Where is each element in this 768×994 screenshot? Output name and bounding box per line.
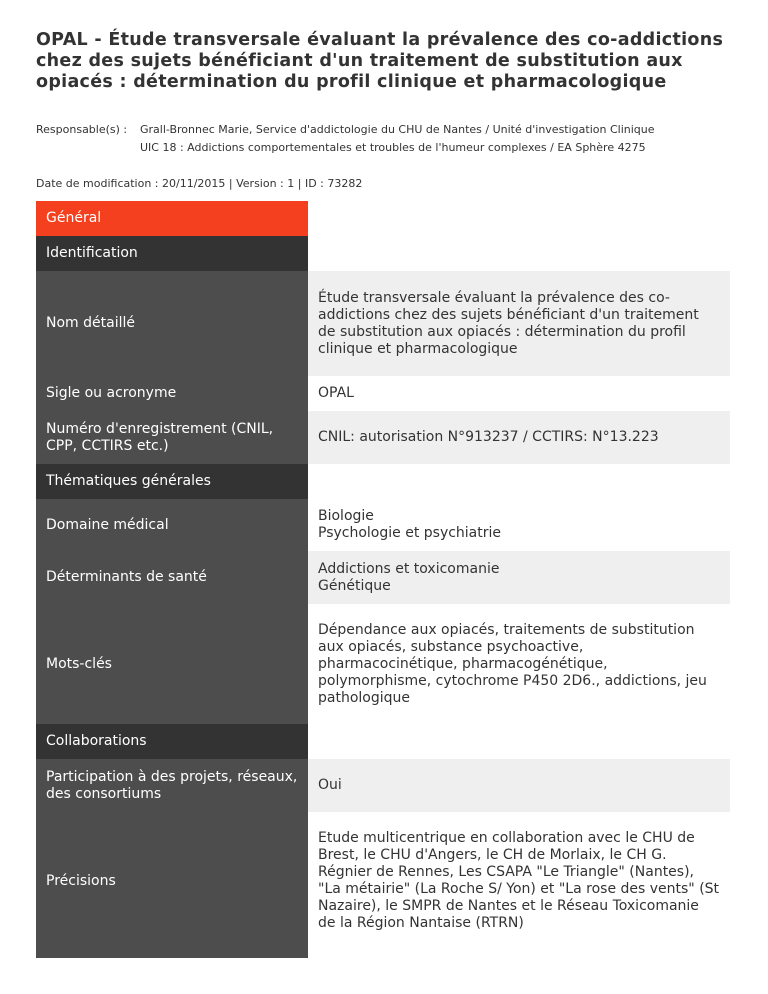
responsables-line-1: Grall-Bronnec Marie, Service d'addictologie du CHU de Nantes / Unité d'investigation Clinique [140,123,655,136]
row-sigle [36,376,730,411]
section-general [36,201,730,236]
determinants-value [308,551,730,604]
determinants-value-1: Addictions et toxicomanie [318,560,500,577]
section-identification-label: Identification [36,236,308,271]
determinants-label: Déterminants de santé [36,551,308,604]
row-continuation [36,950,730,958]
domaine-value-2: Psychologie et psychiatrie [318,525,502,541]
sigle-label: Sigle ou acronyme [36,376,308,411]
row-determinants [36,551,730,604]
responsables-line-2: UIC 18 : Addictions comportementales et troubles de l'humeur complexes / EA Sphère 4275 [140,141,646,154]
nom-detaille-label: Nom détaillé [36,271,308,376]
row-participation [36,759,730,812]
participation-label: Participation à des projets, réseaux, des consortiums [36,759,308,812]
mots-cles-value: Dépendance aux opiacés, traitements de substitution aux opiacés, substance psychoactive, pharmacocinétique, pharmacogénétique, polymorphisme, cytochrome P450 2D6., addictions, jeu pathologique [308,604,730,724]
mots-cles-label: Mots-clés [36,604,308,724]
details-table [36,201,730,958]
section-thematiques [36,464,730,499]
determinants-value-2: Génétique [318,577,391,594]
row-nom-detaille [36,271,730,376]
numero-label: Numéro d'enregistrement (CNIL, CPP, CCTIRS etc.) [36,411,308,464]
numero-value: CNIL: autorisation N°913237 / CCTIRS: N°13.223 [308,411,730,464]
precisions-label: Précisions [36,812,308,950]
sigle-value: OPAL [308,376,730,411]
section-thematiques-label: Thématiques générales [36,464,308,499]
domaine-value-1: Biologie [318,508,374,524]
participation-value: Oui [308,759,730,812]
section-general-label: Général [36,201,308,236]
section-collaborations-label: Collaborations [36,724,308,759]
domaine-value [308,499,730,551]
page-title: OPAL - Étude transversale évaluant la prévalence des co-addictions chez des sujets bénéficiant d'un traitement de substitution aux opiacés : détermination du profil clinique et pharmacologique [36,30,724,92]
row-mots-cles [36,604,730,724]
row-domaine [36,499,730,551]
responsables [36,121,756,157]
responsables-label: Responsable(s) : [36,123,128,136]
section-identification [36,236,730,271]
row-precisions [36,812,730,950]
section-collaborations [36,724,730,759]
domaine-label: Domaine médical [36,499,308,551]
precisions-value: Etude multicentrique en collaboration avec le CHU de Brest, le CHU d'Angers, le CH de Morlaix, le CH G. Régnier de Rennes, Les CSAPA "Le Triangle" (Nantes), "La métairie" (La Roche S/ Yon) et "La rose des vents" (St Nazaire), le SMPR de Nantes et le Réseau Toxicomanie de la Région Nantaise (RTRN) [308,812,730,950]
nom-detaille-value: Étude transversale évaluant la prévalence des co-addictions chez des sujets bénéficiant d'un traitement de substitution aux opiacés : détermination du profil clinique et pharmacologique [308,271,730,376]
row-numero [36,411,730,464]
modification-meta: Date de modification : 20/11/2015 | Version : 1 | ID : 73282 [36,177,363,190]
